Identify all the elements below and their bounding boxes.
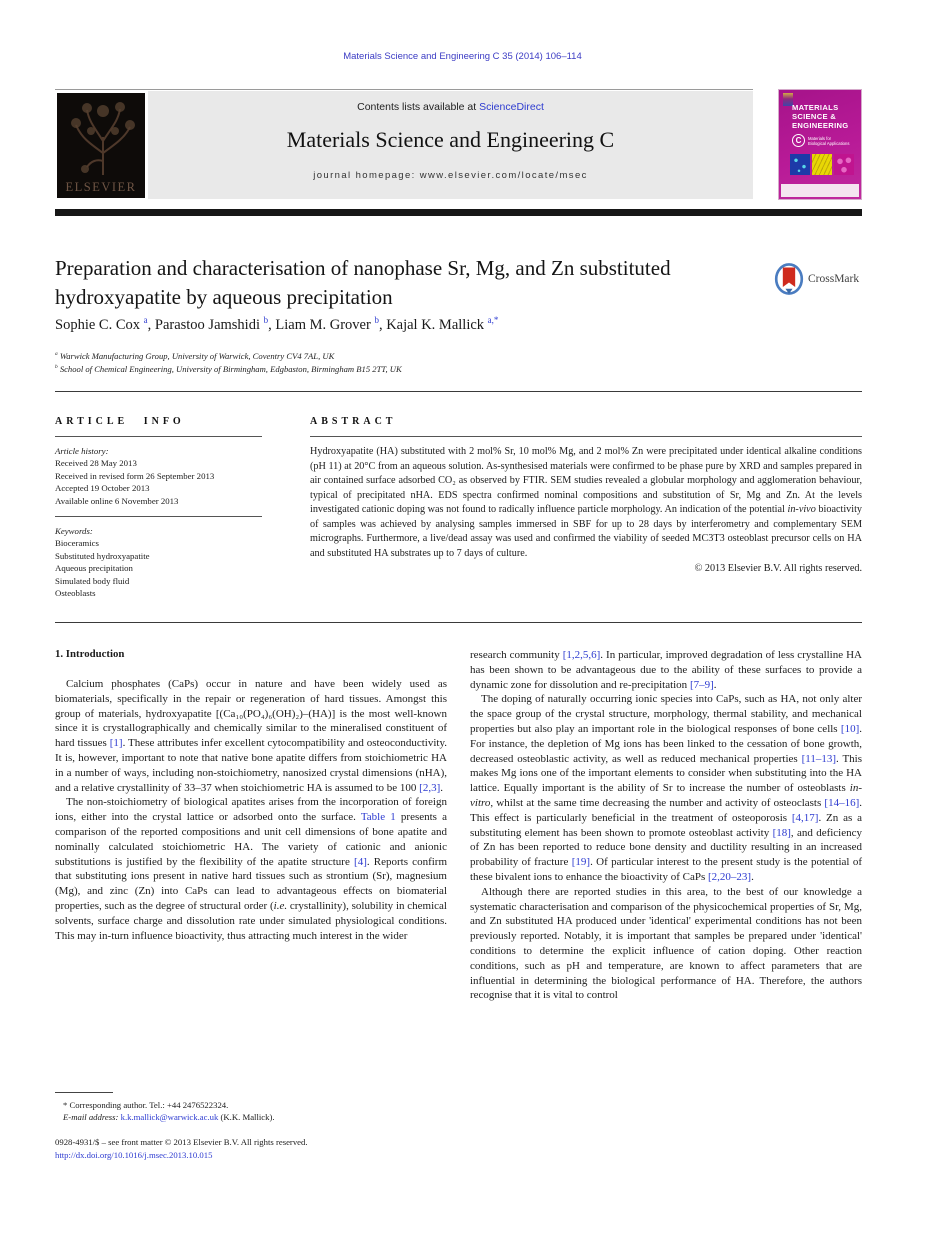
journal-homepage-link[interactable]: journal homepage: www.elsevier.com/locate/msec <box>313 170 588 181</box>
keyword: Aqueous precipitation <box>55 563 133 574</box>
cover-image-tile <box>790 154 810 175</box>
inline-link[interactable]: [18] <box>772 826 791 839</box>
paragraph: The non-stoichiometry of biological apatites arises from the incorporation of foreign ions, either into the crystal lattice or adsorbed onto the surface. Table 1 presents a comparison of the reported compositions and unit cell dimensions of bone apatite and nominally calculated stoichiometric HA. The variety of cationic and anionic substitutions is justified by the flexibility of the apatite structure [4]. Reports confirm that substituting ions present in native hard tissues such as strontium (Sr), magnesium (Mg), and zinc (Zn) into CaPs can lead to advantageous effects on biomaterial properties, such as the degree of structural order (i.e. crystallinity), solubility in chemical solvents, surface charge and dissolution rate under simulated physiological conditions. This may in-turn influence bioactivity, thus attracting much interest in the wider <box>55 796 448 942</box>
keyword: Bioceramics <box>55 538 99 549</box>
article-info-column <box>55 416 262 599</box>
cover-subtitle-line: Materials for <box>808 135 832 141</box>
intro-right-column <box>470 648 862 1003</box>
inline-link[interactable]: [1] <box>109 737 123 750</box>
abstract-column <box>310 416 862 577</box>
article-info-heading: ARTICLE INFO <box>55 416 185 427</box>
paragraph: Calcium phosphates (CaPs) occur in nature and have been widely used as biomaterials, specifically in the repair or regeneration of hard tissues. Amongst this group of materials, hydroxyapatite [(Ca₁₀(PO₄)₆(OH)₂)–(HA)] is the most well-known since it is crystallographically and chemically similar to the mineralised constituent of hard tissues [1]. These attributes infer excellent cytocompatibility and osteoconductivity. It is, however, important to note that native bone apatite differs from stoichiometric HA in a number of ways, including non-stoichiometry, nanosized crystal dimensions (nHA), and a relative crystallinity of 33–37 when stoichiometric HA is assumed to be 100 [2,3]. <box>55 678 448 794</box>
rule-below-abstract <box>55 622 862 623</box>
abstract-copyright: © 2013 Elsevier B.V. All rights reserved. <box>694 563 862 574</box>
issn-line: 0928-4931/$ – see front matter © 2013 Elsevier B.V. All rights reserved. <box>55 1137 308 1148</box>
cover-letter-row <box>792 134 849 147</box>
elsevier-logo[interactable] <box>57 93 145 198</box>
footnote-block <box>55 1092 447 1161</box>
corresponding-author-note: * Corresponding author. Tel.: +44 2476522324. <box>63 1100 229 1110</box>
inline-link[interactable]: [1,2,5,6] <box>562 649 601 661</box>
keyword: Substituted hydroxyapatite <box>55 550 150 561</box>
info-rule <box>55 436 262 437</box>
inline-link[interactable]: k.k.mallick@warwick.ac.uk <box>120 1112 219 1123</box>
keyword: Simulated body fluid <box>55 575 130 586</box>
header-top-rule <box>55 89 753 90</box>
journal-cover-thumbnail[interactable] <box>778 89 862 200</box>
keywords-label: Keywords: <box>55 526 93 537</box>
inline-link[interactable]: Table 1 <box>360 811 396 824</box>
abstract-heading: ABSTRACT <box>310 416 397 427</box>
cover-title-line: SCIENCE & <box>792 112 837 121</box>
journal-banner <box>148 91 753 199</box>
history-line: Available online 6 November 2013 <box>55 495 179 506</box>
cover-title <box>792 103 848 130</box>
crossmark-icon <box>774 262 804 296</box>
inline-link[interactable]: [2,3] <box>419 781 441 794</box>
crossmark-badge[interactable] <box>774 260 866 298</box>
affiliation-b: $^b$ School of Chemical Engineering, University of Birmingham, Edgbaston, Birmingham B15 2TT, UK <box>55 363 402 374</box>
cover-title-line: ENGINEERING <box>792 121 849 130</box>
inline-link[interactable]: [4] <box>354 855 367 868</box>
inline-link[interactable]: [7–9] <box>689 678 714 691</box>
paragraph: The doping of naturally occurring ionic species into CaPs, such as HA, not only alter the space group of the crystal structure, morphology, thermal stability, and mechanical properties but also play an important role in the biological responses of bone cells [10]. For instance, the depletion of Mg ions has been linked to the cessation of bone growth, decreased osteoblastic activity, as well as reduced mechanical properties [11–13]. This makes Mg ions one of the important elements to consider when substituting into the HA lattice. Equally important is the ability of Sr to increase the number of osteoblasts in-vitro, whilst at the same time decreasing the number and activity of osteoclasts [14–16]. This effect is particularly beneficial in the treatment of osteoporosis [4,17]. Zn as a substituting element has been shown to promote osteoblast activity [18], and deficiency of Zn has been reported to reduce bone density and ductility resulting in an increased probability of fracture [19]. Of particular interest to the present study is the potential of these bivalent ions to enhance the bioactivity of CaPs [2,20–23]. <box>470 693 863 883</box>
inline-link[interactable]: [2,20–23] <box>707 870 752 883</box>
cover-title-line: MATERIALS <box>792 103 839 112</box>
affiliation-a: $^a$ Warwick Manufacturing Group, University of Warwick, Coventry CV4 7AL, UK <box>55 351 335 361</box>
inline-link[interactable]: [4,17] <box>791 811 819 824</box>
header-divider-bar <box>55 209 862 216</box>
cover-subtitle-line: Biological Applications <box>808 140 850 146</box>
article-title: Preparation and characterisation of nanophase Sr, Mg, and Zn substituted hydroxyapatite by aqueous precipitation <box>55 256 671 309</box>
history-line: Received 28 May 2013 <box>55 458 137 469</box>
inline-link[interactable]: [10] <box>840 722 860 735</box>
cover-letter-badge: C <box>792 134 805 147</box>
paragraph: Although there are reported studies in this area, to the best of our knowledge a systematic characterisation and comparison of the physicochemical properties of Sr, Mg, and Zn substituted HA produced under 'identical' experimental conditions has not been previously reported. Notably, it is important that samples be prepared under 'identical' conditions to determine the explicit influence of cation doping. Other reaction conditions, such as pH and temperature, are known to affect parameters that are influential in determining the biological performance of HA. Therefore, the authors recognise that it is vital to control <box>470 885 862 1002</box>
elsevier-wordmark: ELSEVIER <box>65 180 137 194</box>
article-history-label: Article history: <box>55 446 109 456</box>
journal-title: Materials Science and Engineering C <box>286 127 615 152</box>
inline-link[interactable]: [19] <box>571 856 591 869</box>
author-list: Sophie C. Cox $^a$, Parastoo Jamshidi $^b$, Liam M. Grover $^b$, Kajal K. Mallick $^{a,*}$ <box>55 315 499 333</box>
cover-subtitle <box>808 136 849 146</box>
history-line: Accepted 19 October 2013 <box>55 483 150 494</box>
affiliations <box>55 350 655 375</box>
intro-left-column <box>55 648 447 943</box>
doi-link[interactable]: http://dx.doi.org/10.1016/j.msec.2013.10.015 <box>55 1149 213 1160</box>
elsevier-tree-icon <box>57 95 145 183</box>
crossmark-label: CrossMark <box>808 273 860 285</box>
paragraph: research community [1,2,5,6]. In particular, improved degradation of less crystalline HA has been shown to be advantageous due to the ability of these surfaces to provide a dynamic zone for dissolution and re-precipitation [7–9]. <box>470 649 862 691</box>
contents-line: Contents lists available at ScienceDirect <box>357 101 544 113</box>
abstract-rule <box>310 436 862 437</box>
cover-image-tile <box>834 154 854 175</box>
keyword: Osteoblasts <box>55 588 96 599</box>
section-heading: 1. Introduction <box>55 648 125 660</box>
history-line: Received in revised form 26 September 2013 <box>55 470 215 481</box>
info-rule <box>55 516 262 517</box>
journal-ref-line: Materials Science and Engineering C 35 (2014) 106–114 <box>343 51 582 62</box>
cover-image-tile <box>812 154 832 175</box>
rule-above-article-info <box>55 391 862 392</box>
email-note: E-mail address: k.k.mallick@warwick.ac.uk (K.K. Mallick). <box>63 1112 275 1123</box>
cover-image-tiles <box>790 154 854 175</box>
inline-link[interactable]: ScienceDirect <box>479 101 544 113</box>
inline-link[interactable]: [14–16] <box>824 796 860 809</box>
abstract-text: Hydroxyapatite (HA) substituted with 2 mol% Sr, 10 mol% Mg, and 2 mol% Zn were precipitated under identical alkaline conditions (pH 11) at 20°C from an aqueous solution. As-synthesised materials were confirmed to be phase pure by XRD and samples prepared in air contained surface adsorbed CO₂ as observed by FTIR. SEM studies revealed a globular morphology and agglomeration behaviour, typical of precipitated nHA. EDS spectra confirmed nominal compositions and substitution of Sr, Mg and Zn. At the levels investigated cationic doping was not found to radically influence particle morphology. An indication of the potential in-vivo bioactivity of samples was achieved by analysing samples immersed in SBF for up to 28 days by interferometry and complementary SEM micrographs. Furthermore, a live/dead assay was used and confirmed the viability of seeded MC3T3 osteoblast precursor cells on HA and substituted HA substrates up to 7 days of culture. <box>310 446 863 559</box>
footnote-rule <box>55 1092 113 1093</box>
cover-footer-band <box>781 184 859 197</box>
inline-link[interactable]: [11–13] <box>801 752 836 765</box>
issn-block <box>55 1136 447 1160</box>
